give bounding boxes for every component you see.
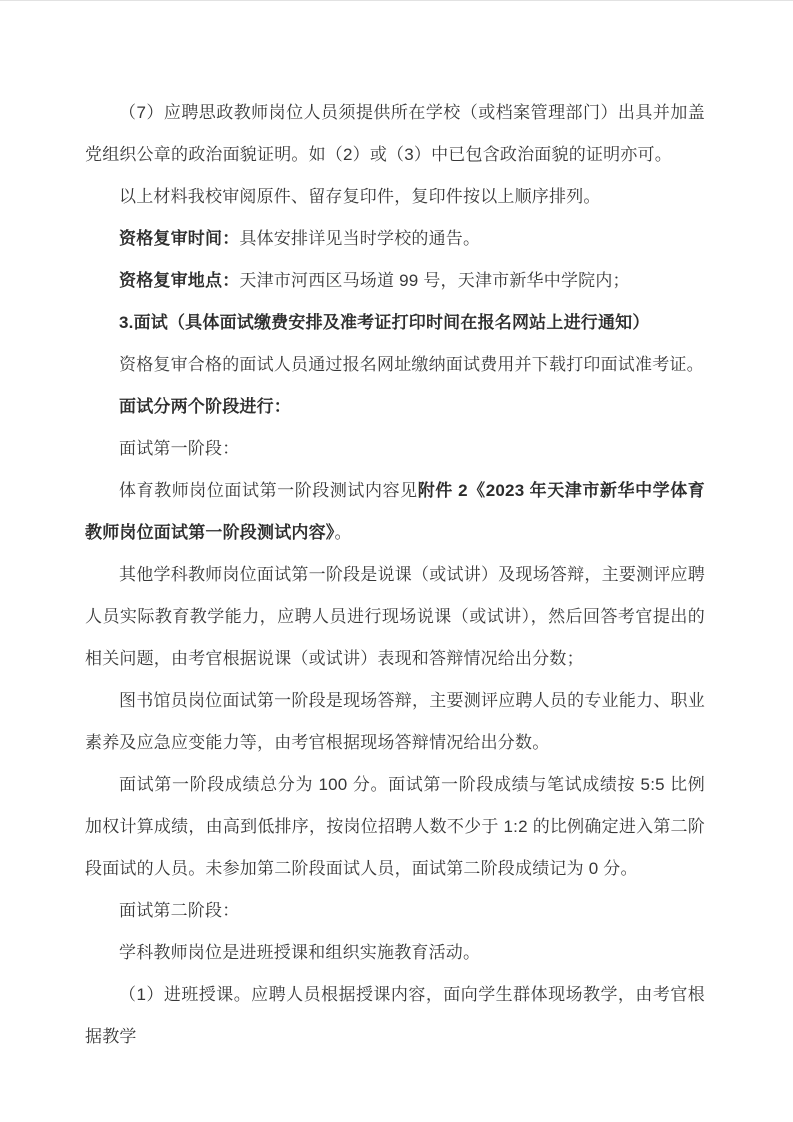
text-run: 具体安排详见当时学校的通告。 bbox=[239, 229, 481, 248]
paragraph bbox=[85, 680, 705, 764]
paragraph bbox=[85, 260, 705, 302]
paragraph bbox=[85, 764, 705, 890]
text-run: （7）应聘思政教师岗位人员须提供所在学校（或档案管理部门）出具并加盖党组织公章的政治面貌证明。如（2）或（3）中已包含政治面貌的证明亦可。 bbox=[85, 103, 705, 164]
text-run: 资格复审合格的面试人员通过报名网址缴纳面试费用并下载打印面试准考证。 bbox=[119, 355, 704, 374]
text-run: 面试第一阶段成绩总分为 100 分。面试第一阶段成绩与笔试成绩按 5:5 比例加权计算成绩，由高到低排序，按岗位招聘人数不少于 1:2 的比例确定进入第二阶段面试的人员。未参加第二阶段面试人员，面试第二阶段成绩记为 0 分。 bbox=[85, 775, 705, 878]
text-run: 学科教师岗位是进班授课和组织实施教育活动。 bbox=[119, 943, 481, 962]
paragraph bbox=[85, 554, 705, 680]
paragraph bbox=[85, 218, 705, 260]
text-run-bold: 资格复审地点： bbox=[119, 271, 240, 290]
text-run: 以上材料我校审阅原件、留存复印件，复印件按以上顺序排列。 bbox=[119, 187, 601, 206]
text-run: （1）进班授课。应聘人员根据授课内容，面向学生群体现场教学，由考官根据教学 bbox=[85, 985, 705, 1046]
paragraph bbox=[85, 344, 705, 386]
text-run: 图书馆员岗位面试第一阶段是现场答辩，主要测评应聘人员的专业能力、职业素养及应急应变能力等，由考官根据现场答辩情况给出分数。 bbox=[85, 691, 705, 752]
text-run-bold: 附件 2《2023 年天津市新华中学体育教师岗位面试第一阶段测试内容》 bbox=[85, 481, 706, 542]
paragraph bbox=[85, 176, 705, 218]
text-run-bold: 资格复审时间： bbox=[119, 229, 240, 248]
paragraph bbox=[85, 974, 705, 1058]
text-run-bold: 3.面试（具体面试缴费安排及准考证打印时间在报名网站上进行通知） bbox=[119, 313, 650, 332]
text-run-bold: 面试分两个阶段进行： bbox=[119, 397, 291, 416]
text-run: 天津市河西区马场道 99 号，天津市新华中学院内； bbox=[239, 271, 630, 290]
paragraph bbox=[85, 890, 705, 932]
text-run: 体育教师岗位面试第一阶段测试内容见 bbox=[119, 481, 418, 500]
paragraph bbox=[85, 92, 705, 176]
document-body bbox=[85, 92, 705, 1058]
paragraph bbox=[85, 428, 705, 470]
text-run: 面试第二阶段： bbox=[119, 901, 240, 920]
paragraph bbox=[85, 932, 705, 974]
text-run: 面试第一阶段： bbox=[119, 439, 240, 458]
text-run: 。 bbox=[334, 523, 352, 542]
paragraph bbox=[85, 386, 705, 428]
paragraph bbox=[85, 302, 705, 344]
paragraph bbox=[85, 470, 705, 554]
text-run: 其他学科教师岗位面试第一阶段是说课（或试讲）及现场答辩，主要测评应聘人员实际教育教学能力，应聘人员进行现场说课（或试讲），然后回答考官提出的相关问题，由考官根据说课（或试讲）表现和答辩情况给出分数； bbox=[85, 565, 705, 668]
